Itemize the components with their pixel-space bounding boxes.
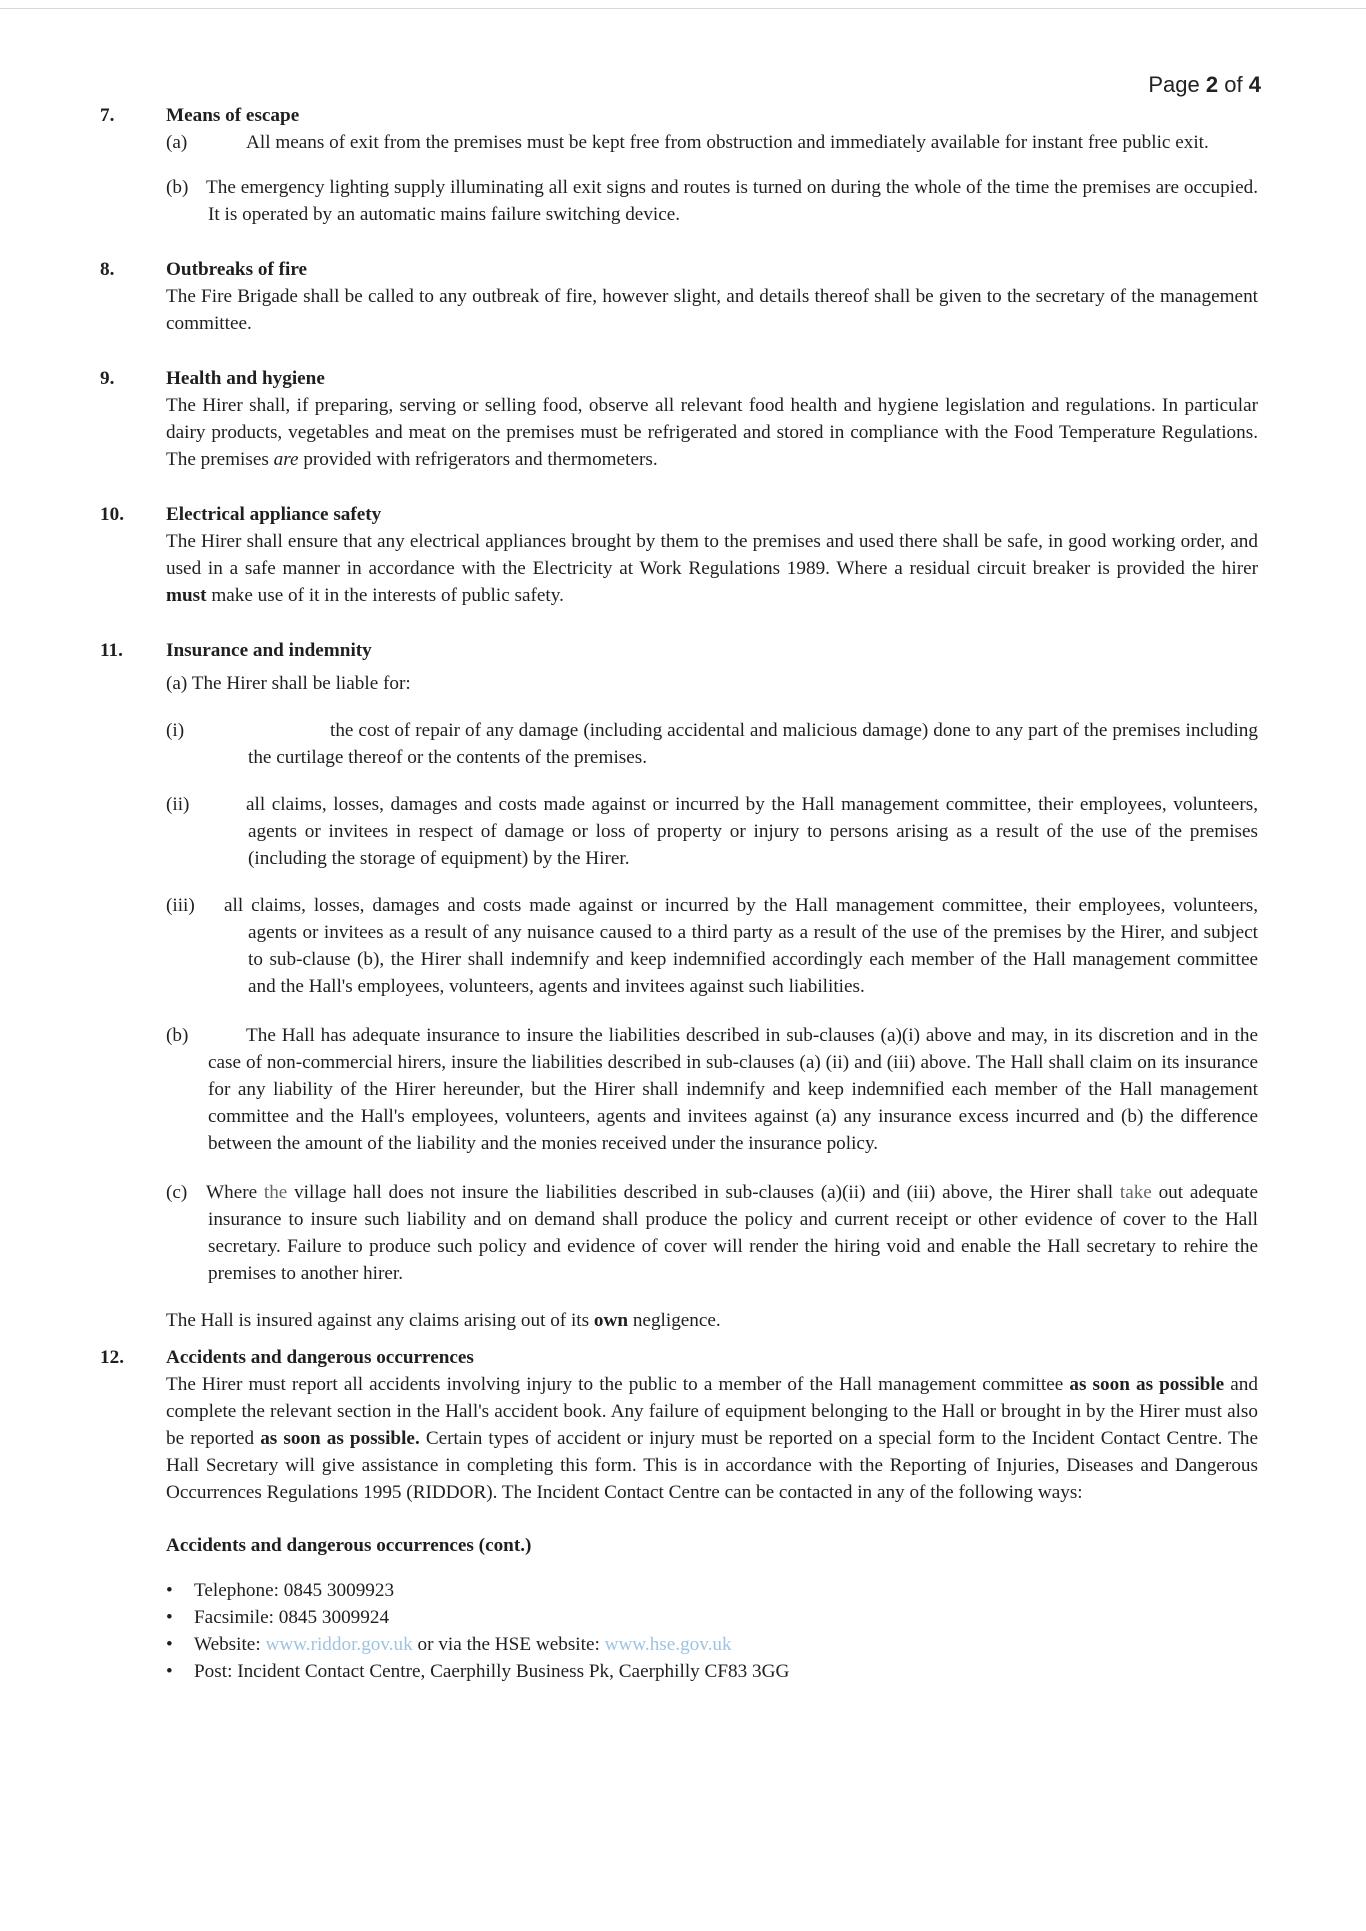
page-total: 4 <box>1248 72 1261 97</box>
clause-label: (iii) <box>166 895 195 916</box>
text-faded: take <box>1119 1182 1152 1203</box>
hse-link[interactable]: www.hse.gov.uk <box>604 1634 732 1655</box>
text-run: out adequate insurance to insure such liability and on demand shall produce the policy and current receipt or other evidence of cover to the Hall secretary. Failure to produce such policy and evidence of cover will render the hiring void and enable the Hall secretary to rehire the premises to another hirer. <box>208 1182 1258 1284</box>
section-title: Electrical appliance safety <box>166 504 382 525</box>
section-text <box>166 392 1258 473</box>
clause-7b <box>166 174 1258 228</box>
clause-11a-intro: (a) The Hirer shall be liable for: <box>166 673 411 694</box>
text-run: Website: <box>194 1634 266 1655</box>
text-run: Certain types of accident or injury must be reported on a special form to the Incident Contact Centre. The Hall Secretary will give assistance in completing this form. This is in accordance with the Reporting of Injuries, Diseases and Dangerous Occurrences Regulations 1995 (RIDDOR). The Incident Contact Centre can be contacted in any of the following ways: <box>166 1428 1258 1503</box>
text-run: The Hirer shall ensure that any electrical appliances brought by them to the premises and used there shall be safe, in good working order, and used in a safe manner in accordance with the Electricity at Work Regulations 1989. Where a residual circuit breaker is provided the hirer <box>166 531 1258 579</box>
top-border-line <box>0 8 1366 9</box>
section-number: 8. <box>100 259 115 280</box>
text-run: negligence. <box>628 1310 721 1331</box>
list-item-post: • Post: Incident Contact Centre, Caerphilly Business Pk, Caerphilly CF83 3GG <box>166 1658 1258 1685</box>
section-title: Health and hygiene <box>166 368 325 389</box>
clause-11b <box>166 1022 1258 1157</box>
section-title: Accidents and dangerous occurrences <box>166 1347 474 1368</box>
page-of: of <box>1224 72 1243 97</box>
clause-11a-i <box>166 717 1258 771</box>
section-number: 7. <box>100 105 115 126</box>
clause-text: All means of exit from the premises must be kept free from obstruction and immediately available for instant free public exit. <box>246 132 1209 153</box>
list-item-website <box>166 1631 1258 1658</box>
section-title: Outbreaks of fire <box>166 259 308 280</box>
clause-text: The emergency lighting supply illuminating all exit signs and routes is turned on during the whole of the time the premises are occupied. It is operated by an automatic mains failure switching device. <box>206 177 1258 225</box>
section-11 <box>100 637 1258 1334</box>
clause-label: (b) <box>166 1025 189 1046</box>
text-run: make use of it in the interests of public safety. <box>206 585 564 606</box>
text-run: or via the HSE website: <box>412 1634 605 1655</box>
section-number: 11. <box>100 640 123 661</box>
clause-label: (i) <box>166 720 185 741</box>
section-9 <box>100 365 1258 473</box>
riddor-link[interactable]: www.riddor.gov.uk <box>265 1634 413 1655</box>
text-run: The Hirer shall, if preparing, serving or selling food, observe all relevant food health and hygiene legislation and regulations. In particular dairy products, vegetables and meat on the premises must be refrigerated and stored in compliance with the Food Temperature Regulations. The premises <box>166 395 1258 470</box>
page-number <box>1148 72 1261 98</box>
text-bold: must <box>166 585 207 606</box>
section-12 <box>100 1344 1258 1685</box>
clause-label: (a) <box>166 132 188 153</box>
page-label: Page <box>1148 72 1200 97</box>
clause-label: (b) <box>166 177 189 198</box>
section-text: The Fire Brigade shall be called to any outbreak of fire, however slight, and details thereof shall be given to the secretary of the management committee. <box>166 286 1258 334</box>
text-run: provided with refrigerators and thermometers. <box>298 449 658 470</box>
clause-label: (ii) <box>166 794 190 815</box>
own-negligence-note <box>166 1307 1258 1334</box>
text-bold: as soon as possible. <box>260 1428 420 1449</box>
section-text <box>166 1371 1258 1506</box>
clause-text: The Hall has adequate insurance to insure the liabilities described in sub-clauses (a)(i) above and may, in its discretion and in the case of non-commercial hirers, insure the liabilities described in sub-clauses (a) (ii) and (iii) above. The Hall shall claim on its insurance for any liability of the Hirer hereunder, but the Hirer shall indemnify and keep indemnified each member of the Hall management committee and the Hall's employees, volunteers, agents and invitees against (a) any insurance excess incurred and (b) the difference between the amount of the liability and the monies received under the insurance policy. <box>208 1025 1258 1154</box>
section-title: Means of escape <box>166 105 300 126</box>
clause-text: all claims, losses, damages and costs made against or incurred by the Hall management committee, their employees, volunteers, agents or invitees in respect of damage or loss of property or injury to persons arising as a result of the use of the premises (including the storage of equipment) by the Hirer. <box>246 794 1258 869</box>
text-run: village hall does not insure the liabilities described in sub-clauses (a)(ii) and (iii) above, the Hirer shall <box>287 1182 1120 1203</box>
text-run: The Hall is insured against any claims arising out of its <box>166 1310 594 1331</box>
document-body <box>100 102 1258 1713</box>
section-8 <box>100 256 1258 337</box>
text-bold: own <box>593 1310 629 1331</box>
text-run: Where <box>206 1182 264 1203</box>
clause-label: (c) <box>166 1182 188 1203</box>
text-faded: the <box>263 1182 288 1203</box>
section-number: 9. <box>100 368 115 389</box>
clause-7a <box>166 129 1258 156</box>
section-title: Insurance and indemnity <box>166 640 372 661</box>
clause-11a-iii <box>166 892 1258 1000</box>
contact-list <box>166 1577 1258 1685</box>
text-bold: as soon as possible <box>1069 1374 1225 1395</box>
section-10 <box>100 501 1258 609</box>
section-number: 12. <box>100 1347 124 1368</box>
page-current: 2 <box>1205 72 1219 97</box>
text-run: and complete the relevant section in the Hall's accident book. Any failure of equipment belonging to the Hall or brought in by the Hirer must also be reported <box>166 1374 1258 1449</box>
clause-text: all claims, losses, damages and costs made against or incurred by the Hall management committee, their employees, volunteers, agents or invitees as a result of any nuisance caused to a third party as a result of the use of the premises by the Hirer, and subject to sub-clause (b), the Hirer shall indemnify and keep indemnified accordingly each member of the Hall management committee and the Hall's employees, volunteers, agents and invitees against such liabilities. <box>224 895 1258 997</box>
clause-11a-ii <box>166 791 1258 872</box>
text-run: The Hirer must report all accidents involving injury to the public to a member of the Hall management committee <box>166 1374 1070 1395</box>
clause-11c <box>166 1179 1258 1287</box>
section-7 <box>100 102 1258 228</box>
list-item-telephone: • Telephone: 0845 3009923 <box>166 1577 1258 1604</box>
text-emphasis: are <box>273 449 299 470</box>
section-text <box>166 528 1258 609</box>
list-item-facsimile: • Facsimile: 0845 3009924 <box>166 1604 1258 1631</box>
clause-text: the cost of repair of any damage (including accidental and malicious damage) done to any part of the premises including the curtilage thereof or the contents of the premises. <box>248 720 1258 768</box>
continued-heading: Accidents and dangerous occurrences (cont.) <box>166 1535 532 1556</box>
section-number: 10. <box>100 504 124 525</box>
